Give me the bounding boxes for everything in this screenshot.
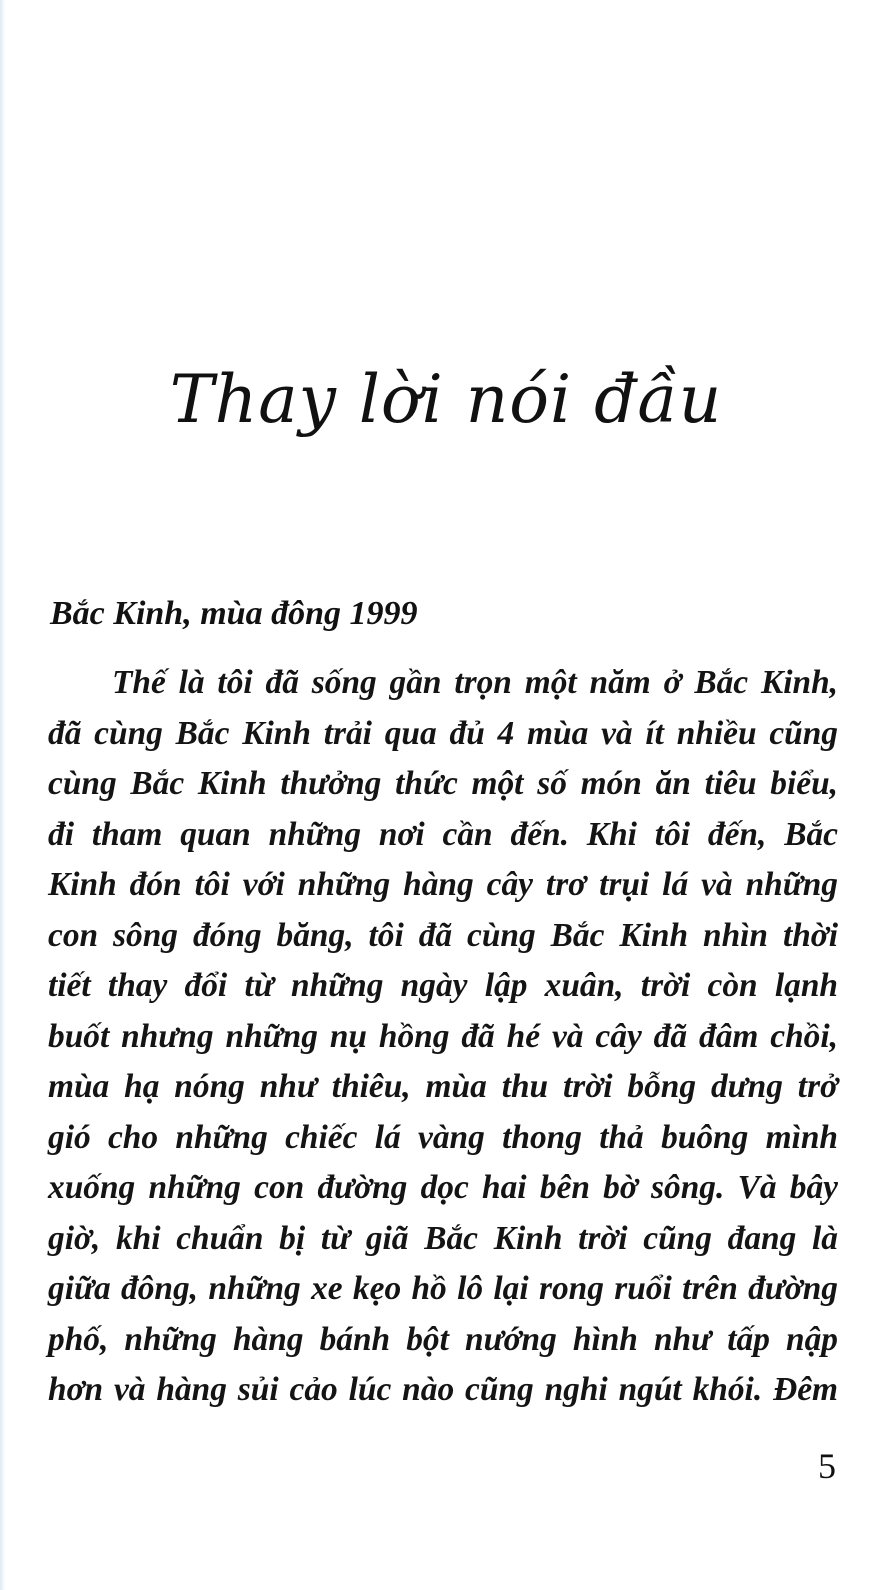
page-title: Thay lời nói đầu (169, 361, 723, 438)
paragraph-line: gió cho những chiếc lá vàng thong thả buông mình (48, 1118, 838, 1156)
paragraph-line: Kinh đón tôi với những hàng cây trơ trụi lá và những (48, 866, 838, 903)
paragraph-line: mùa hạ nóng như thiêu, mùa thu trời bỗng dưng trở (48, 1068, 838, 1105)
paragraph-line: phố, những hàng bánh bột nướng hình như tấp nập (48, 1320, 838, 1358)
page-number: 5 (818, 1446, 836, 1486)
paragraph-line: buốt nhưng những nụ hồng đã hé và cây đã đâm chồi, (48, 1017, 838, 1055)
paragraph-line: xuống những con đường dọc hai bên bờ sông. Và bây (48, 1169, 838, 1206)
paragraph-line: cùng Bắc Kinh thưởng thức một số món ăn tiêu biểu, (48, 765, 838, 802)
section-subheading: Bắc Kinh, mùa đông 1999 (50, 595, 418, 632)
paragraph-line: con sông đóng băng, tôi đã cùng Bắc Kinh nhìn thời (48, 916, 838, 954)
paragraph-line: hơn và hàng sủi cảo lúc nào cũng nghi ngút khói. Đêm (48, 1371, 838, 1408)
body-paragraph (48, 658, 838, 1416)
paragraph-line: Thế là tôi đã sống gần trọn một năm ở Bắc Kinh, (112, 664, 838, 701)
paragraph-line: đã cùng Bắc Kinh trải qua đủ 4 mùa và ít nhiều cũng (48, 714, 838, 752)
paragraph-line: đi tham quan những nơi cần đến. Khi tôi đến, Bắc (48, 815, 838, 853)
paragraph-line: giờ, khi chuẩn bị từ giã Bắc Kinh trời cũng đang là (48, 1219, 838, 1257)
paragraph-line: giữa đông, những xe kẹo hồ lô lại rong ruổi trên đường (48, 1270, 838, 1307)
paragraph-line: tiết thay đổi từ những ngày lập xuân, trời còn lạnh (48, 967, 838, 1004)
page-edge-shadow (0, 0, 5, 1590)
